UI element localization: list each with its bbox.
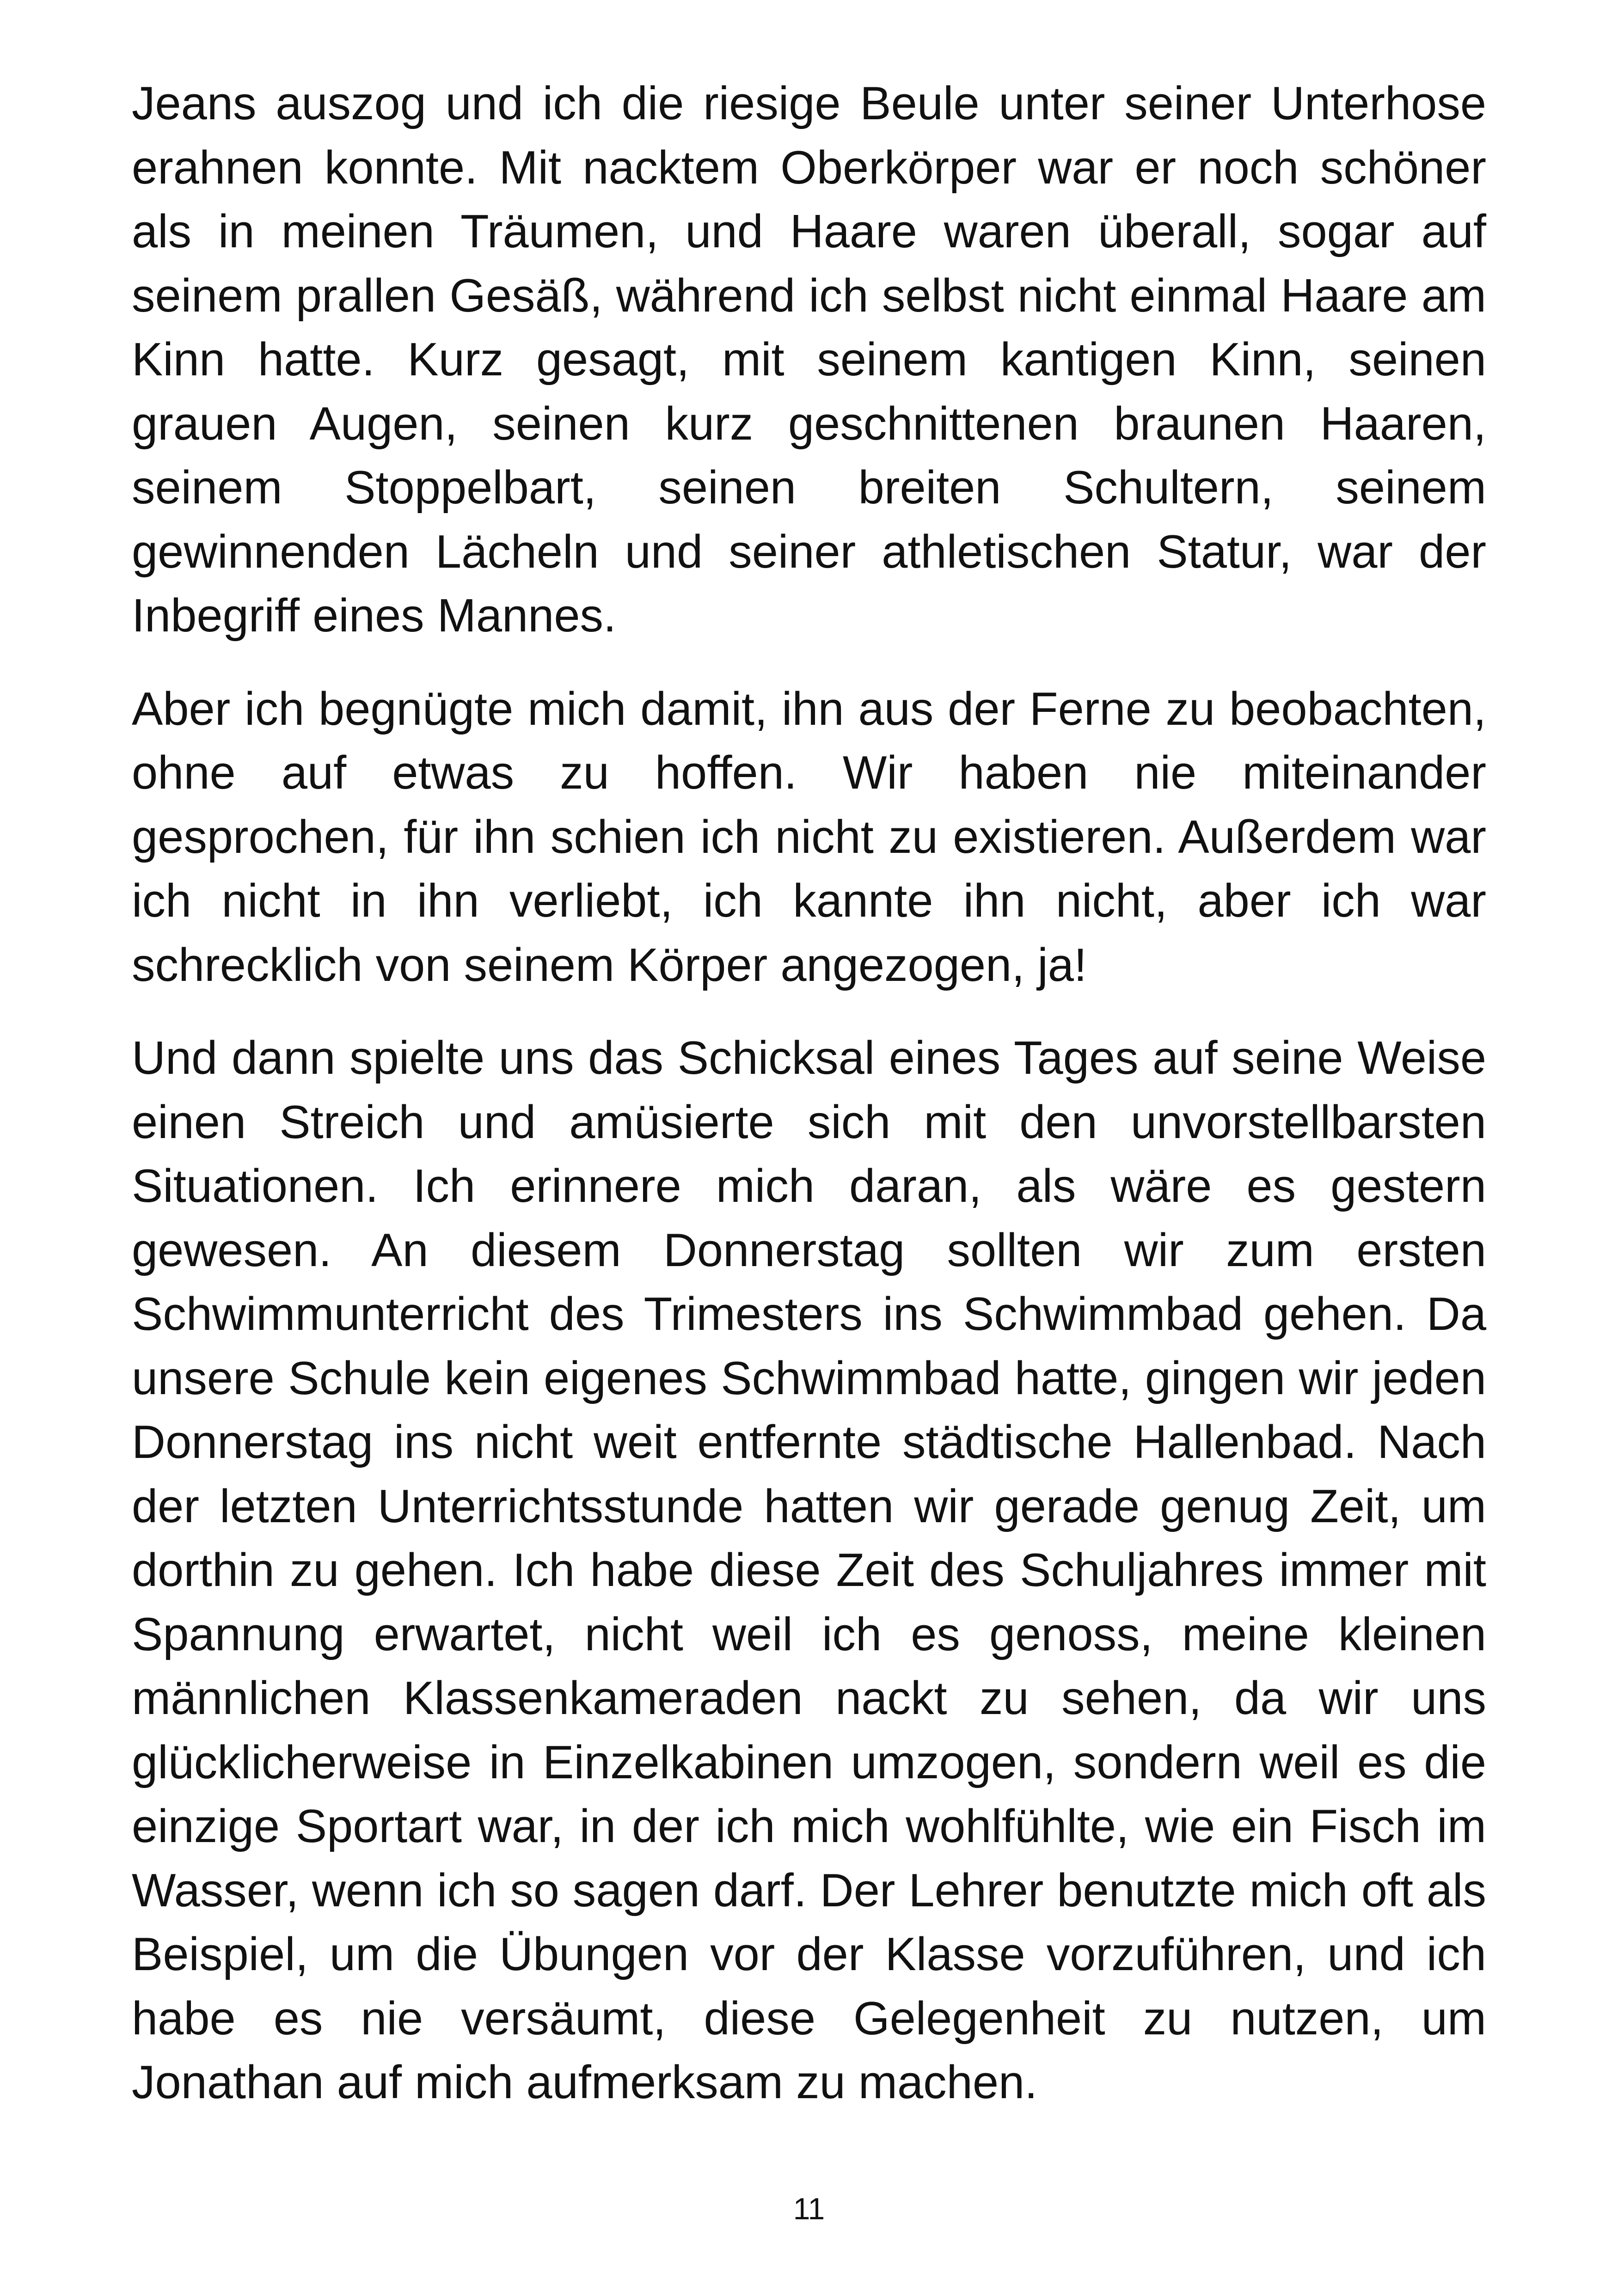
page-number: 11 (793, 2192, 825, 2226)
body-text (132, 72, 1486, 2115)
paragraph-1: Jeans auszog und ich die riesige Beule unter seiner Unterhose erahnen konnte. Mit nacktem Oberkörper war er noch schöner als in meinen Träumen, und Haare waren überall, sogar auf seinem prallen Gesäß, während ich selbst nicht einmal Haare am Kinn hatte. Kurz gesagt, mit seinem kantigen Kinn, seinen grauen Augen, seinen kurz geschnittenen braunen Haaren, seinem Stoppelbart, seinen breiten Schultern, seinem gewinnenden Lächeln und seiner athletischen Statur, war der Inbegriff eines Mannes. (132, 78, 1486, 642)
paragraph-2: Aber ich begnügte mich damit, ihn aus der Ferne zu beobachten, ohne auf etwas zu hoffen. Wir haben nie miteinander gesprochen, für ihn schien ich nicht zu existieren. Außerdem war ich nicht in ihn verliebt, ich kannte ihn nicht, aber ich war schrecklich von seinem Körper angezogen, ja! (132, 683, 1486, 991)
paragraph-3: Und dann spielte uns das Schicksal eines Tages auf seine Weise einen Streich und amüsierte sich mit den unvorstellbarsten Situationen. Ich erinnere mich daran, als wäre es gestern gewesen. An diesem Donnerstag sollten wir zum ersten Schwimmunterricht des Trimesters ins Schwimmbad gehen. Da unsere Schule kein eigenes Schwimmbad hatte, gingen wir jeden Donnerstag ins nicht weit entfernte städtische Hallenbad. Nach der letzten Unterrichtsstunde hatten wir gerade genug Zeit, um dorthin zu gehen. Ich habe diese Zeit des Schuljahres immer mit Spannung erwartet, nicht weil ich es genoss, meine kleinen männlichen Klassenkameraden nackt zu sehen, da wir uns glücklicherweise in Einzelkabinen umzogen, sondern weil es die einzige Sportart war, in der ich mich wohlfühlte, wie ein Fisch im Wasser, wenn ich so sagen darf. Der Lehrer benutzte mich oft als Beispiel, um die Übungen vor der Klasse vorzuführen, und ich habe es nie versäumt, diese Gelegenheit zu nutzen, um Jonathan auf mich aufmerksam zu machen. (132, 1032, 1486, 2108)
